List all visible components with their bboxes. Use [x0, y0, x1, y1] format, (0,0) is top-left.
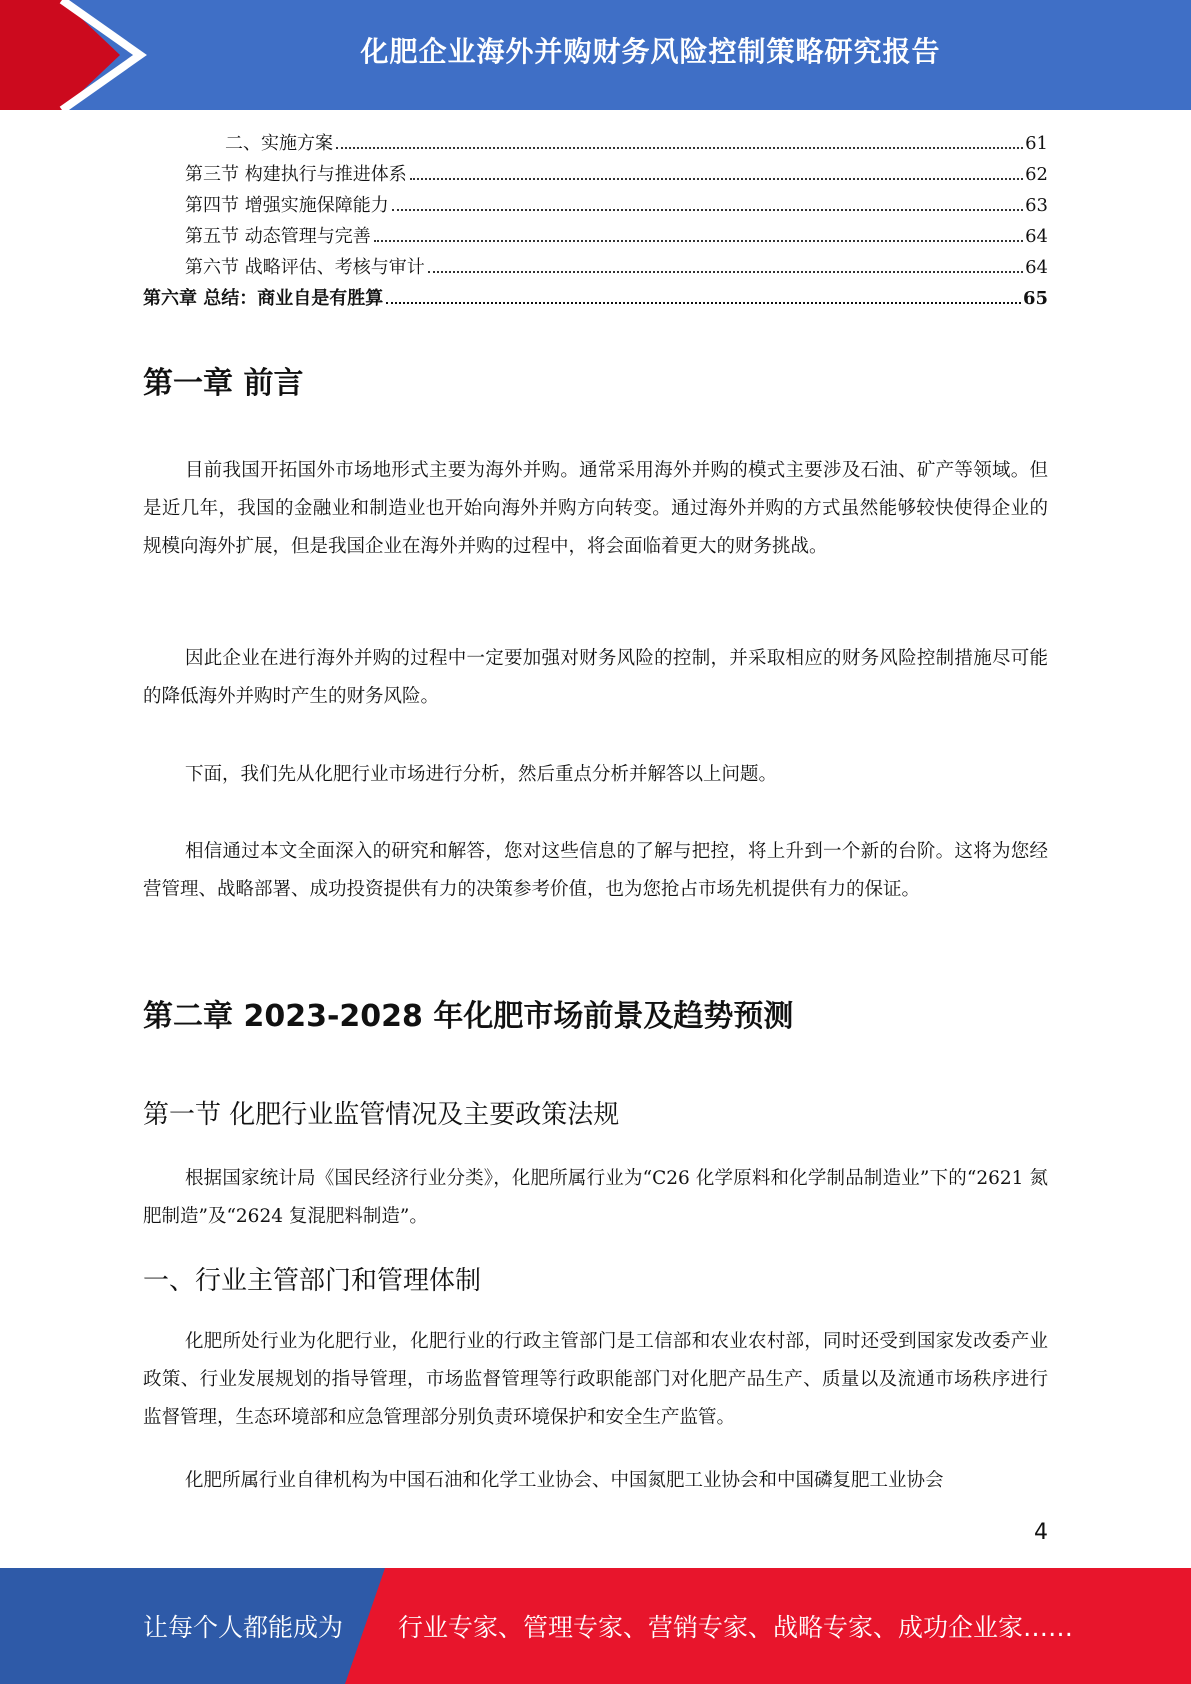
page-number: 4 [1034, 1520, 1048, 1545]
toc-entry-page: 65 [1022, 288, 1048, 309]
toc-entry-page: 63 [1025, 195, 1048, 216]
subsection-heading: 一、行业主管部门和管理体制 [143, 1266, 482, 1296]
toc-leader [386, 302, 1021, 304]
chapter-1-paragraph: 因此企业在进行海外并购的过程中一定要加强对财务风险的控制，并采取相应的财务风险控制措施尽可能的降低海外并购时产生的财务风险。 [143, 648, 1048, 707]
toc-leader [410, 178, 1023, 180]
toc-entry[interactable] [143, 128, 1048, 159]
section-heading: 第一节 化肥行业监管情况及主要政策法规 [143, 1100, 620, 1130]
footer-slogan-left: 让每个人都能成为 [143, 1613, 344, 1642]
chapter-1-heading: 第一章 前言 [143, 366, 304, 401]
chapter-1-paragraph: 下面，我们先从化肥行业市场进行分析，然后重点分析并解答以上问题。 [185, 764, 778, 785]
toc-entry-label: 第四节 增强实施保障能力 [185, 195, 389, 216]
header-chevron-icon [0, 0, 160, 110]
toc-entry-label: 第六节 战略评估、考核与审计 [185, 257, 425, 278]
subsection-paragraph: 化肥所属行业自律机构为中国石油和化学工业协会、中国氮肥工业协会和中国磷复肥工业协会 [185, 1470, 944, 1491]
toc-entry-page: 64 [1025, 226, 1048, 247]
toc-entry-label: 第六章 总结：商业自是有胜算 [143, 288, 384, 309]
subsection-paragraph: 化肥所处行业为化肥行业，化肥行业的行政主管部门是工信部和农业农村部，同时还受到国家发改委产业政策、行业发展规划的指导管理，市场监督管理等行政职能部门对化肥产品生产、质量以及流通市场秩序进行监督管理，生态环境部和应急管理部分别负责环境保护和安全生产监管。 [143, 1331, 1048, 1428]
toc-entry[interactable] [143, 190, 1048, 221]
toc-entry[interactable] [143, 159, 1048, 190]
toc-entry-page: 61 [1025, 133, 1048, 154]
page-footer [0, 1568, 1191, 1684]
toc-leader [336, 147, 1023, 149]
toc-entry-page: 64 [1025, 257, 1048, 278]
toc-entry-label: 二、实施方案 [225, 133, 333, 154]
toc-entry-label: 第三节 构建执行与推进体系 [185, 164, 407, 185]
section-paragraph: 根据国家统计局《国民经济行业分类》，化肥所属行业为“C26 化学原料和化学制品制造业”下的“2621 氮肥制造”及“2624 复混肥料制造”。 [143, 1168, 1048, 1227]
chapter-1-paragraph: 相信通过本文全面深入的研究和解答，您对这些信息的了解与把控，将上升到一个新的台阶。这将为您经营管理、战略部署、成功投资提供有力的决策参考价值，也为您抢占市场先机提供有力的保证。 [143, 841, 1048, 900]
toc-leader [374, 240, 1023, 242]
toc-chapter-entry[interactable] [143, 283, 1048, 314]
toc-entry[interactable] [143, 221, 1048, 252]
toc-entry[interactable] [143, 252, 1048, 283]
footer-slogan-right: 行业专家、管理专家、营销专家、战略专家、成功企业家…… [398, 1613, 1074, 1642]
page-header [0, 0, 1191, 110]
chapter-1-paragraph: 目前我国开拓国外市场地形式主要为海外并购。通常采用海外并购的模式主要涉及石油、矿产等领域。但是近几年，我国的金融业和制造业也开始向海外并购方向转变。通过海外并购的方式虽然能够较快使得企业的规模向海外扩展，但是我国企业在海外并购的过程中，将会面临着更大的财务挑战。 [143, 460, 1048, 557]
toc-leader [428, 271, 1023, 273]
report-title: 化肥企业海外并购财务风险控制策略研究报告 [360, 35, 941, 68]
table-of-contents [143, 128, 1048, 314]
toc-leader [392, 209, 1023, 211]
toc-entry-label: 第五节 动态管理与完善 [185, 226, 371, 247]
chapter-2-heading: 第二章 2023-2028 年化肥市场前景及趋势预测 [143, 999, 794, 1034]
toc-entry-page: 62 [1025, 164, 1048, 185]
